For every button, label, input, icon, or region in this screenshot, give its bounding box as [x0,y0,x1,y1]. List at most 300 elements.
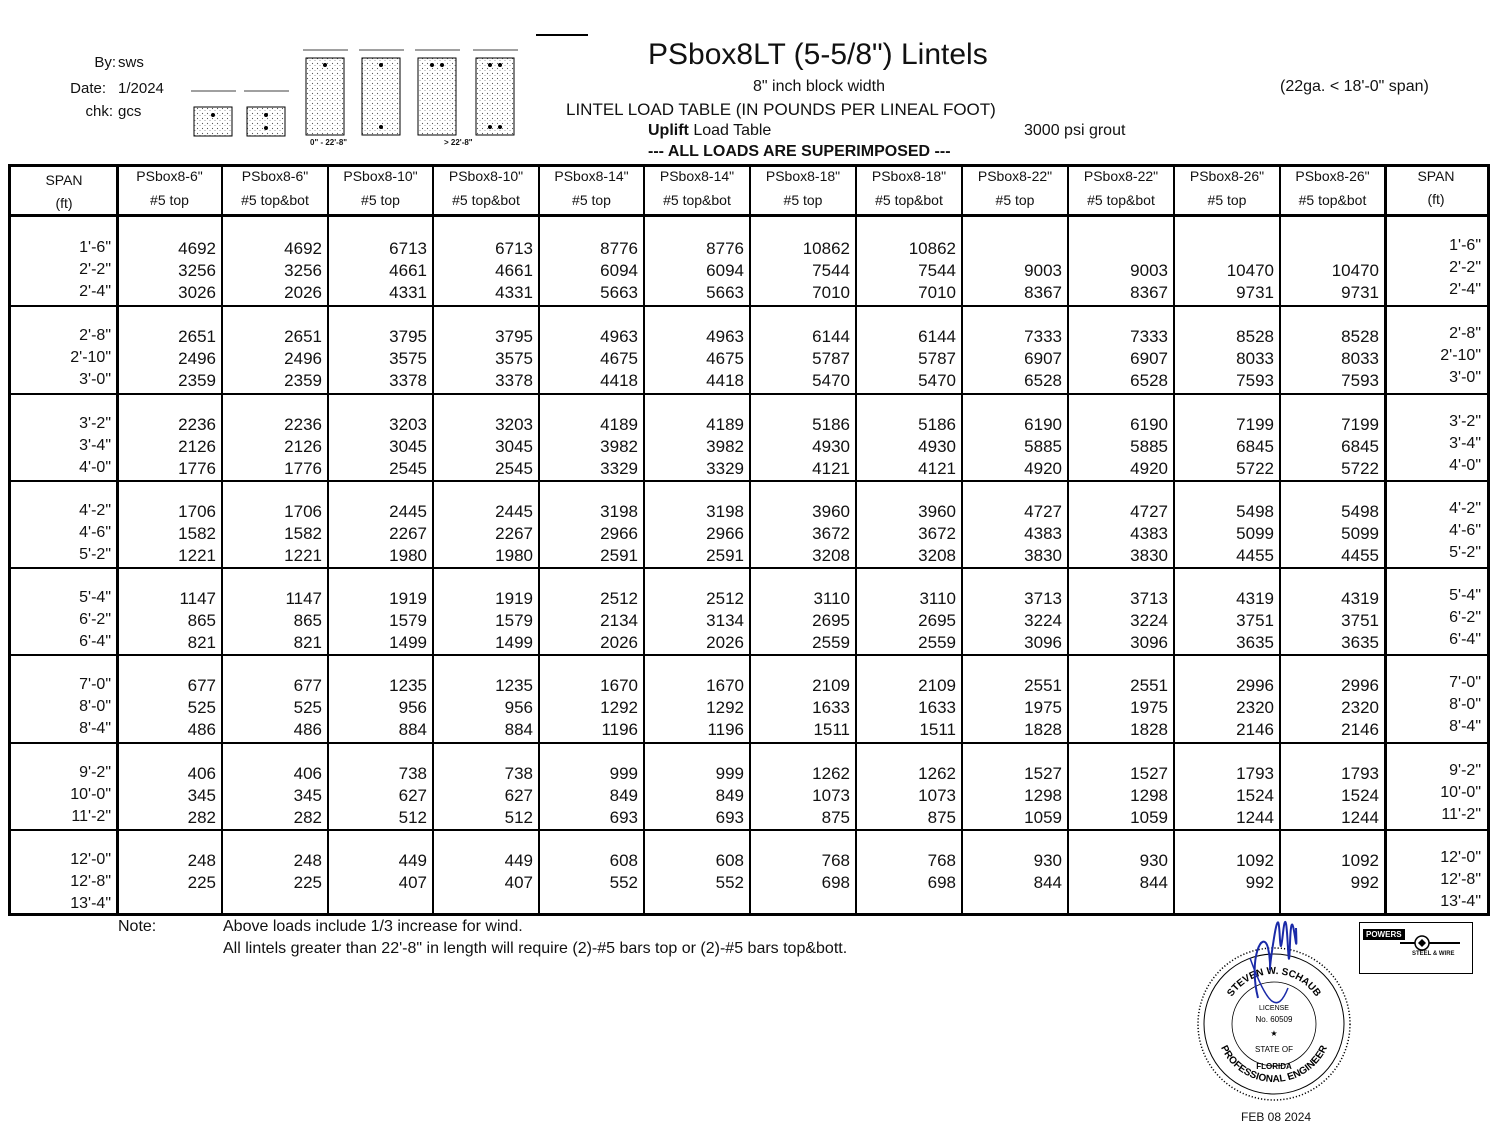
span-label-left: 10'-0" [70,786,111,803]
table-cell: 1073 [812,786,850,805]
table-cell: 768 [821,851,850,870]
powers-logo-brand: POWERS [1363,929,1405,940]
span-label-left: 3'-2" [79,415,111,432]
table-cell: 1235 [495,676,533,695]
span-header-right: SPAN [1417,168,1455,184]
span-label-right: 3'-4" [1449,435,1481,452]
span-label-left: 7'-0" [79,676,111,693]
table-cell: 1633 [812,698,850,717]
table-cell: 1579 [389,611,427,630]
table-cell: 6094 [600,261,638,280]
table-cell: 5186 [918,415,956,434]
table-cell: 2146 [1236,720,1274,739]
table-cell: 6094 [706,261,744,280]
table-cell: 2996 [1341,676,1379,695]
column-name: PSbox8-22" [977,168,1053,184]
table-cell: 5099 [1341,524,1379,543]
table-cell: 2320 [1236,698,1274,717]
table-cell: 3198 [706,502,744,521]
table-cell: 992 [1350,873,1379,892]
table-cell: 2445 [495,502,533,521]
table-cell: 1579 [495,611,533,630]
span-label-right: 8'-0" [1449,696,1481,713]
span-label-right: 6'-2" [1449,609,1481,626]
table-cell: 7010 [918,283,956,302]
section-tall-1 [303,50,348,135]
table-cell: 992 [1245,873,1274,892]
table-cell: 875 [821,808,850,827]
group-divider [11,742,1487,744]
span-label-left: 8'-4" [79,720,111,737]
table-cell: 738 [504,764,533,783]
table-cell: 248 [293,851,322,870]
span-label-left: 12'-8" [70,873,111,890]
table-cell: 1706 [178,502,216,521]
powers-logo-tagline: STEEL & WIRE [1412,951,1455,957]
span-label-left: 6'-2" [79,611,111,628]
table-cell: 10862 [802,239,850,258]
note-line-2: All lintels greater than 22'-8" in length will require (2)-#5 bars top or (2)-#5 bars top&bott. [223,940,848,957]
table-cell: 8776 [706,239,744,258]
table-cell: 4331 [389,283,427,302]
table-cell: 10862 [908,239,956,258]
table-cell: 1147 [179,589,216,608]
group-divider [11,654,1487,656]
span-label-right: 4'-6" [1449,522,1481,539]
chk-value: gcs [118,103,142,120]
table-cell: 1511 [813,720,850,739]
table-cell: 5470 [918,371,956,390]
table-cell: 2591 [706,546,744,565]
table-cell: 608 [609,851,638,870]
table-cell: 4675 [600,349,638,368]
span-label-right: 5'-2" [1449,544,1481,561]
seal-date: FEB 08 2024 [1241,1110,1312,1124]
table-cell: 3795 [495,327,533,346]
table-cell: 7010 [812,283,850,302]
column-name: PSbox8-6" [241,168,309,184]
span-label-right: 12'-8" [1440,871,1481,888]
table-cell: 2966 [600,524,638,543]
table-cell: 4692 [284,239,322,258]
table-cell: 2134 [600,611,638,630]
table-cell: 2695 [812,611,850,630]
table-cell: 7593 [1341,371,1379,390]
table-cell: 1706 [284,502,322,521]
table-cell: 844 [1139,873,1168,892]
table-cell: 449 [398,851,427,870]
table-cell: 2559 [918,633,956,652]
section-small-1 [191,91,236,136]
span-label-left: 6'-4" [79,633,111,650]
table-cell: 1828 [1024,720,1062,739]
table-cell: 6713 [389,239,427,258]
table-cell: 3134 [706,611,744,630]
table-cell: 406 [187,764,216,783]
span-label-left: 12'-0" [70,851,111,868]
uplift-title [648,122,771,140]
table-cell: 4675 [706,349,744,368]
table-cell: 1499 [495,633,533,652]
table-cell: 2512 [600,589,638,608]
table-cell: 2996 [1236,676,1274,695]
table-cell: 956 [504,698,533,717]
span-label-right: 4'-0" [1449,457,1481,474]
table-cell: 5186 [812,415,850,434]
table-cell: 9731 [1236,283,1274,302]
span-label-right: 2'-4" [1449,281,1481,298]
table-cell: 2512 [706,589,744,608]
table-cell: 1196 [601,720,638,739]
table-cell: 4331 [495,283,533,302]
table-cell: 8528 [1236,327,1274,346]
table-cell: 627 [398,786,427,805]
group-divider [11,829,1487,831]
table-cell: 2026 [706,633,744,652]
table-cell: 693 [715,808,744,827]
column-rebar: #5 top&bot [452,192,520,208]
table-cell: 3224 [1024,611,1062,630]
span-label-right: 11'-2" [1441,806,1481,823]
table-cell: 2966 [706,524,744,543]
table-cell: 10470 [1331,261,1379,280]
table-cell: 8033 [1341,349,1379,368]
table-cell: 3045 [495,437,533,456]
column-name: PSbox8-10" [343,168,418,184]
table-cell: 1262 [812,764,850,783]
table-cell: 225 [187,873,216,892]
span-label-left: 3'-0" [79,371,111,388]
table-cell: 449 [504,851,533,870]
column-name: PSbox8-14" [659,168,735,184]
table-cell: 4455 [1341,546,1379,565]
by-label: By: [94,54,116,71]
table-cell: 1975 [1024,698,1062,717]
chk-label: chk: [85,103,113,120]
column-rebar: #5 top [150,192,189,208]
table-cell: 1235 [389,676,427,695]
table-cell: 1059 [1024,808,1062,827]
table-cell: 1919 [495,589,533,608]
table-cell: 512 [398,808,427,827]
table-cell: 627 [504,786,533,805]
table-cell: 875 [927,808,956,827]
group-divider [11,567,1487,569]
table-cell: 1582 [178,524,216,543]
table-cell: 3575 [389,349,427,368]
table-cell: 3830 [1024,546,1062,565]
table-cell: 9731 [1341,283,1379,302]
table-cell: 1527 [1024,764,1062,783]
group-divider [11,305,1487,307]
span-note: (22ga. < 18'-0" span) [1280,78,1429,95]
table-cell: 2445 [389,502,427,521]
table-cell: 1524 [1236,786,1274,805]
table-cell: 3635 [1236,633,1274,652]
table-cell: 2591 [600,546,638,565]
seal-license: LICENSE [1259,1005,1289,1012]
table-cell: 1776 [178,459,216,478]
table-cell: 4319 [1341,589,1379,608]
table-cell: 2559 [812,633,850,652]
table-cell: 2551 [1130,676,1168,695]
table-cell: 4383 [1024,524,1062,543]
section-tall-4 [473,50,518,135]
table-cell: 849 [609,786,638,805]
table-cell: 552 [609,873,638,892]
table-cell: 1980 [389,546,427,565]
table-cell: 2545 [389,459,427,478]
seal-state-of: STATE OF [1255,1045,1293,1054]
table-cell: 8033 [1236,349,1274,368]
table-cell: 486 [293,720,322,739]
table-cell: 4455 [1236,546,1274,565]
span-label-right: 2'-10" [1440,347,1481,364]
table-cell: 10470 [1226,261,1274,280]
column-rebar: #5 top [783,192,823,208]
table-cell: 2236 [178,415,216,434]
span-label-left: 1'-6" [79,239,111,256]
table-cell: 7544 [918,261,956,280]
table-cell: 1059 [1130,808,1168,827]
table-cell: 4189 [706,415,744,434]
table-cell: 2267 [495,524,533,543]
table-cell: 407 [398,873,427,892]
table-cell: 849 [715,786,744,805]
table-cell: 4121 [918,459,956,478]
table-cell: 1527 [1130,764,1168,783]
table-cell: 4930 [812,437,850,456]
table-cell: 3096 [1130,633,1168,652]
table-cell: 2359 [284,371,322,390]
lintel-section-diagrams [186,42,526,152]
table-cell: 4319 [1236,589,1274,608]
table-cell: 930 [1033,851,1062,870]
seal-number: No. 60509 [1255,1015,1293,1024]
table-cell: 6528 [1024,371,1062,390]
table-cell: 3045 [389,437,427,456]
table-cell: 4727 [1024,502,1062,521]
table-cell: 552 [715,873,744,892]
grout-label: 3000 psi grout [1024,122,1126,139]
span-label-left: 5'-4" [79,589,111,606]
table-cell: 821 [293,633,322,652]
table-cell: 999 [609,764,638,783]
table-cell: 5498 [1341,502,1379,521]
table-cell: 1292 [706,698,744,717]
table-cell: 2109 [812,676,850,695]
table-cell: 4418 [600,371,638,390]
table-cell: 3795 [389,327,427,346]
table-cell: 1147 [285,589,322,608]
table-cell: 8528 [1341,327,1379,346]
block-width: 8" inch block width [753,78,885,95]
section-tall-2 [359,50,404,135]
span-label-right: 12'-0" [1440,849,1481,866]
table-cell: 4383 [1130,524,1168,543]
table-cell: 6907 [1130,349,1168,368]
span-label-left: 4'-6" [79,524,111,541]
table-cell: 821 [187,633,216,652]
table-cell: 5722 [1236,459,1274,478]
table-cell: 5885 [1024,437,1062,456]
seal-name: STEVEN W. SCHAUB [1225,965,1323,999]
table-cell: 486 [187,720,216,739]
table-cell: 282 [187,808,216,827]
table-cell: 7199 [1236,415,1274,434]
span-label-left: 3'-4" [79,437,111,454]
table-cell: 1776 [284,459,322,478]
group-divider [11,480,1487,482]
table-cell: 4418 [706,371,744,390]
span-label-right: 3'-0" [1449,369,1481,386]
span-label-right: 9'-2" [1449,762,1481,779]
table-cell: 9003 [1130,261,1168,280]
table-cell: 698 [821,873,850,892]
table-cell: 6713 [495,239,533,258]
table-cell: 6190 [1024,415,1062,434]
table-cell: 3672 [812,524,850,543]
by-value: sws [118,54,144,71]
table-cell: 3751 [1236,611,1274,630]
span-label-left: 8'-0" [79,698,111,715]
table-cell: 1633 [918,698,956,717]
table-cell: 525 [187,698,216,717]
span-label-right: 6'-4" [1449,631,1481,648]
column-rebar: #5 top [995,192,1035,208]
table-cell: 2496 [178,349,216,368]
table-cell: 3575 [495,349,533,368]
table-cell: 345 [187,786,216,805]
note-label: Note: [118,918,157,935]
table-cell: 1670 [600,676,638,695]
table-cell: 6144 [918,327,956,346]
load-table [8,164,1490,916]
table-cell: 1262 [918,764,956,783]
note-line-1: Above loads include 1/3 increase for wind. [223,918,523,935]
table-cell: 7333 [1130,327,1168,346]
table-cell: 8367 [1130,283,1168,302]
table-cell: 2026 [600,633,638,652]
table-cell: 1670 [706,676,744,695]
column-rebar: #5 top [361,192,400,208]
span-label-right: 7'-0" [1449,674,1481,691]
column-rebar: #5 top&bot [875,192,943,208]
table-cell: 1582 [284,524,322,543]
column-name: PSbox8-26" [1295,168,1370,184]
column-name: PSbox8-10" [448,168,524,184]
span-label-left: 2'-8" [79,327,111,344]
range-small-label: 0" - 22'-8" [310,138,348,147]
span-label-left: 2'-4" [79,283,111,300]
powers-logo [1359,922,1473,974]
table-cell: 3198 [600,502,638,521]
table-cell: 1828 [1130,720,1168,739]
table-cell: 4963 [706,327,744,346]
table-cell: 1499 [389,633,427,652]
table-cell: 4930 [918,437,956,456]
span-label-left: 9'-2" [79,764,111,781]
table-cell: 3751 [1341,611,1379,630]
table-cell: 345 [293,786,322,805]
table-cell: 3110 [919,589,956,608]
table-cell: 4661 [389,261,427,280]
table-cell: 282 [293,808,322,827]
range-large-label: > 22'-8" [444,138,473,147]
table-cell: 6907 [1024,349,1062,368]
powers-logo-mark [1400,931,1460,955]
column-rebar: #5 top&bot [1087,192,1155,208]
table-cell: 1196 [707,720,744,739]
table-cell: 1092 [1341,851,1379,870]
table-cell: 2026 [284,283,322,302]
table-cell: 407 [504,873,533,892]
table-cell: 3960 [918,502,956,521]
span-label-right: 4'-2" [1449,500,1481,517]
table-cell: 5470 [812,371,850,390]
table-cell: 1298 [1130,786,1168,805]
seal-star: ★ [1270,1029,1278,1038]
table-cell: 884 [504,720,533,739]
table-cell: 956 [398,698,427,717]
span-label-left: 5'-2" [79,546,111,563]
table-cell: 3982 [600,437,638,456]
table-cell: 3982 [706,437,744,456]
table-cell: 3203 [389,415,427,434]
table-cell: 3256 [284,261,322,280]
table-cell: 1793 [1236,764,1274,783]
header-divider [11,214,1487,217]
table-cell: 6528 [1130,371,1168,390]
table-cell: 4727 [1130,502,1168,521]
table-cell: 5663 [706,283,744,302]
table-cell: 525 [293,698,322,717]
table-cell: 5099 [1236,524,1274,543]
span-label-right: 13'-4" [1440,893,1481,910]
table-cell: 1524 [1341,786,1379,805]
table-cell: 4661 [495,261,533,280]
table-cell: 406 [293,764,322,783]
table-cell: 1298 [1024,786,1062,805]
table-cell: 3378 [495,371,533,390]
uplift-bold: Uplift [648,122,689,139]
table-cell: 1980 [495,546,533,565]
column-rebar: #5 top&bot [241,192,309,208]
table-cell: 2545 [495,459,533,478]
date-value: 1/2024 [118,80,164,97]
table-cell: 2267 [389,524,427,543]
table-cell: 1092 [1236,851,1274,870]
page-title: PSbox8LT (5-5/8") Lintels [648,38,988,71]
column-name: PSbox8-14" [554,168,629,184]
span-label-right: 1'-6" [1449,237,1481,254]
table-cell: 5722 [1341,459,1379,478]
table-cell: 2651 [284,327,322,346]
span-label-right: 2'-2" [1449,259,1481,276]
table-cell: 2126 [178,437,216,456]
table-cell: 7199 [1341,415,1379,434]
column-rebar: #5 top [572,192,611,208]
column-name: PSbox8-6" [136,168,203,184]
table-cell: 844 [1033,873,1062,892]
span-label-right: 3'-2" [1449,413,1481,430]
span-label-left: 11'-2" [71,808,111,825]
table-cell: 4692 [178,239,216,258]
table-cell: 3713 [1024,589,1062,608]
signature-scribble [1238,918,1308,1028]
table-cell: 2496 [284,349,322,368]
date-label: Date: [70,80,106,97]
